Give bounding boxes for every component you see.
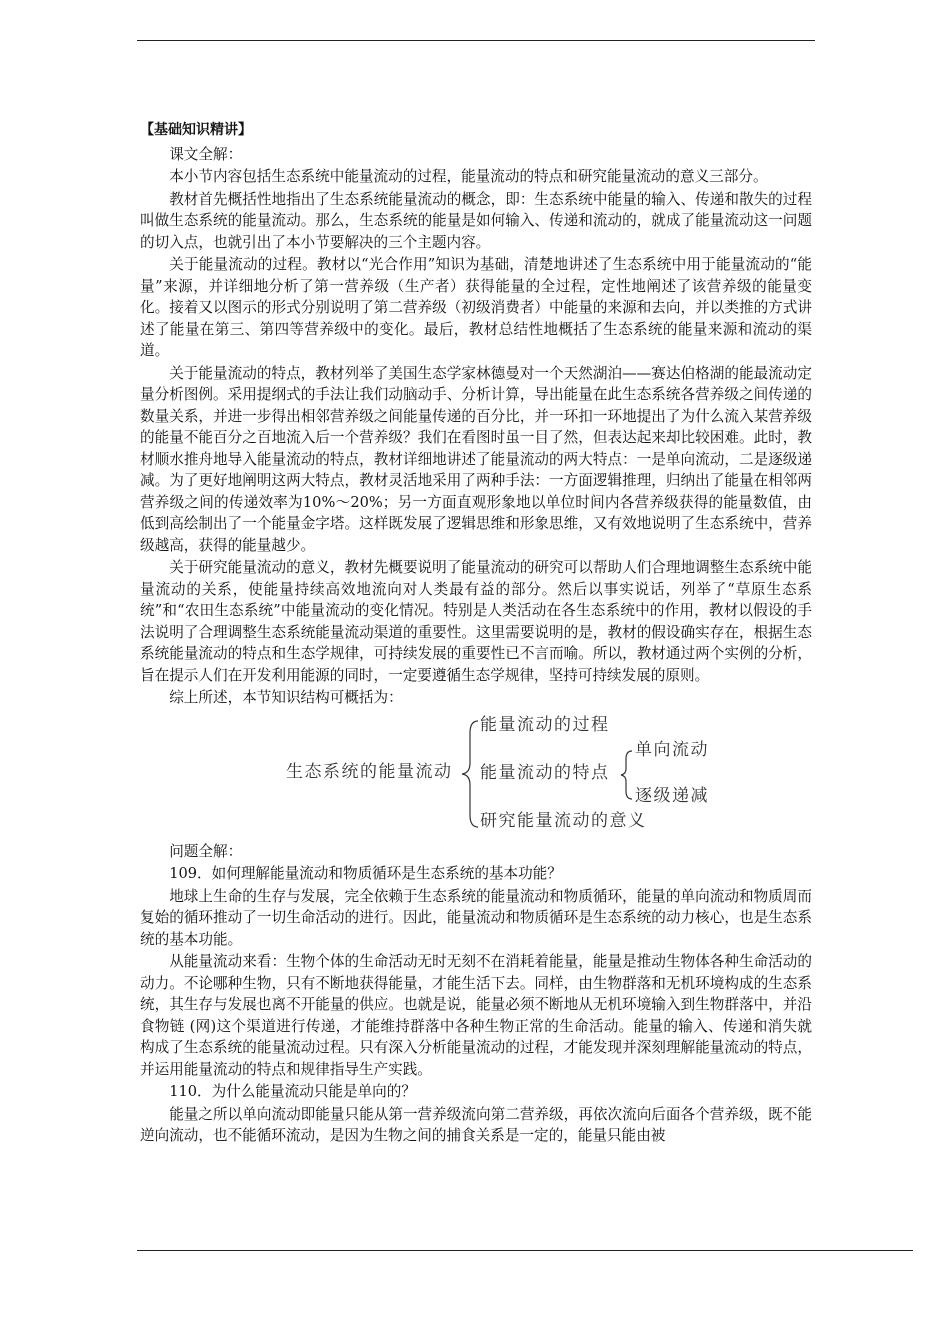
- paragraph: 综上所述，本节知识结构可概括为：: [169, 689, 403, 706]
- text-label: 课文全解：: [169, 145, 243, 163]
- diagram-sub-one-way: 单向流动: [635, 739, 709, 760]
- section-heading: 【基础知识精讲】: [140, 122, 252, 138]
- diagram-braces: [140, 713, 812, 835]
- knowledge-structure-diagram: [140, 713, 812, 835]
- paragraph: 关于能量流动的过程。教材以“光合作用”知识为基础，清楚地讲述了生态系统中用于能量流动的“能量”来源，并详细地分析了第一营养级（生产者）获得能量的全过程，定性地阐述了该营养级的能量变化。接着又以图示的形式分别说明了第二营养级（初级消费者）中能量的来源和去向，并以类推的方式讲述了能量在第三、第四等营养级中的变化。最后，教材总结性地概括了生态系统的能量来源和流动的渠道。: [140, 256, 812, 359]
- question: 110．为什么能量流动只能是单向的？: [169, 1083, 416, 1100]
- diagram-branch-significance: 研究能量流动的意义: [480, 810, 647, 831]
- paragraph: 本小节内容包括生态系统中能量流动的过程，能量流动的特点和研究能量流动的意义三部分。: [169, 168, 768, 185]
- question: 109．如何理解能量流动和物质循环是生态系统的基本功能？: [169, 865, 562, 882]
- diagram-branch-features: 能量流动的特点: [480, 762, 610, 783]
- main-brace: [462, 721, 478, 827]
- header-rule: [137, 40, 815, 41]
- sub-brace: [621, 751, 632, 799]
- paragraph: 关于研究能量流动的意义，教材先概要说明了能量流动的研究可以帮助人们合理地调整生态系统中能量流动的关系，使能量持续高效地流向对人类最有益的部分。然后以事实说话，列举了“草原生态系统”和“农田生态系统”中能量流动的变化情况。特别是人类活动在各生态系统中的作用，教材以假设的手法说明了合理调整生态系统能量流动渠道的重要性。这里需要说明的是，教材的假设确实存在，根据生态系统能量流动的特点和生态学规律，可持续发展的重要性已不言而喻。所以，教材通过两个实例的分析，旨在提示人们在开发利用能源的同时，一定要遵循生态学规律，坚持可持续发展的原则。: [140, 559, 812, 684]
- qa-label: 问题全解：: [169, 842, 243, 860]
- diagram-branch-process: 能量流动的过程: [480, 714, 610, 735]
- diagram-sub-decreasing: 逐级递减: [635, 785, 709, 806]
- footer-rule: [137, 1250, 913, 1251]
- answer-paragraph: 地球上生命的生存与发展，完全依赖于生态系统的能量流动和物质循环，能量的单向流动和物质周而复始的循环推动了一切生命活动的进行。因此，能量流动和物质循环是生态系统的动力核心，也是生态系统的基本功能。: [140, 887, 812, 948]
- paragraph: 关于能量流动的特点，教材列举了美国生态学家林德曼对一个天然湖泊——赛达伯格湖的能最流动定量分析图例。采用提纲式的手法让我们动脑动手、分析计算，导出能量在此生态系统各营养级之间传递的数量关系，并进一步得出相邻营养级之间能量传递的百分比，并一环扣一环地提出了为什么流入某营养级的能量不能百分之百地流入后一个营养级？我们在看图时虽一目了然，但表达起来却比较困难。此时，教材顺水推舟地导入能量流动的特点，教材详细地讲述了能量流动的两大特点：一是单向流动，二是逐级递减。为了更好地阐明这两大特点，教材灵活地采用了两种手法：一方面逻辑推理，归纳出了能量在相邻两营养级之间的传递效率为10%～20%；另一方面直观形象地以单位时间内各营养级获得的能量数值，由低到高绘制出了一个能量金字塔。这样既发展了逻辑思维和形象思维，又有效地说明了生态系统中，营养级越高，获得的能量越少。: [140, 364, 812, 554]
- diagram-root: 生态系统的能量流动: [286, 761, 453, 782]
- paragraph: 教材首先概括性地指出了生态系统能量流动的概念，即：生态系统中能量的输入、传递和散失的过程叫做生态系统的能量流动。那么，生态系统的能量是如何输入、传递和流动的，就成了能量流动这一问题的切入点，也就引出了本小节要解决的三个主题内容。: [140, 190, 812, 251]
- answer-paragraph: 从能量流动来看：生物个体的生命活动无时无刻不在消耗着能量，能量是推动生物体各种生命活动的动力。不论哪种生物，只有不断地获得能量，才能生活下去。同样，由生物群落和无机环境构成的生态系统，其生存与发展也离不开能量的供应。也就是说，能量必须不断地从无机环境输入到生物群落中，并沿食物链 (网)这个渠道进行传递，才能维持群落中各种生物正常的生命活动。能量的输入、传递和消失就构成了生态系统的能量流动过程。只有深入分析能量流动的过程，才能发现并深刻理解能量流动的特点，并运用能量流动的特点和规律指导生产实践。: [140, 953, 812, 1078]
- answer-paragraph: 能量之所以单向流动即能量只能从第一营养级流向第二营养级，再依次流向后面各个营养级，既不能逆向流动，也不能循环流动，是因为生物之间的捕食关系是一定的，能量只能由被: [140, 1105, 812, 1144]
- document-body: [140, 120, 812, 1148]
